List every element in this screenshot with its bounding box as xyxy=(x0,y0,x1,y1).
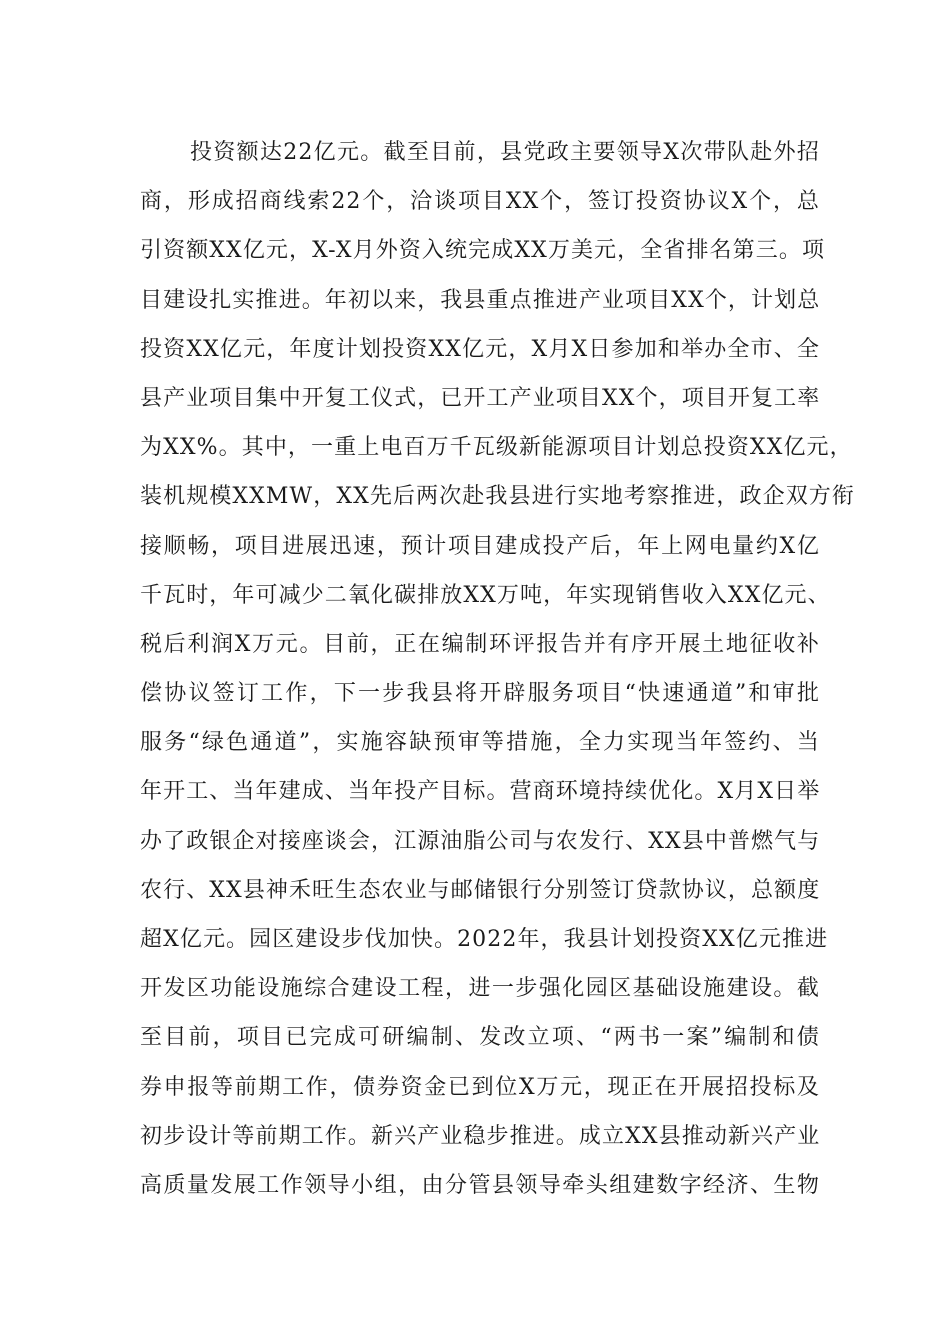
text-line: 办了政银企对接座谈会，江源油脂公司与农发行、XX县中普燃气与 xyxy=(140,828,821,854)
text-line: 初步设计等前期工作。新兴产业稳步推进。成立XX县推动新兴产业 xyxy=(140,1123,821,1149)
text-line: 装机规模XXMW，XX先后两次赴我县进行实地考察推进，政企双方衔 xyxy=(140,484,855,510)
text-line: 为XX%。其中，一重上电百万千瓦级新能源项目计划总投资XX亿元， xyxy=(140,435,853,461)
text-line: 投资XX亿元，年度计划投资XX亿元，X月X日参加和举办全市、全 xyxy=(140,336,820,362)
text-line: 接顺畅，项目进展迅速，预计项目建成投产后，年上网电量约X亿 xyxy=(140,533,820,559)
text-line: 投资额达22亿元。截至目前，县党政主要领导X次带队赴外招 xyxy=(190,140,820,165)
text-line: 农行、XX县神禾旺生态农业与邮储银行分别签订贷款协议，总额度 xyxy=(140,877,821,903)
text-line: 千瓦时，年可减少二氧化碳排放XX万吨，年实现销售收入XX亿元、 xyxy=(140,582,831,608)
text-line: 目建设扎实推进。年初以来，我县重点推进产业项目XX个，计划总 xyxy=(140,287,821,313)
text-line: 开发区功能设施综合建设工程，进一步强化园区基础设施建设。截 xyxy=(140,976,820,1002)
text-line: 服务“绿色通道”，实施容缺预审等措施，全力实现当年签约、当 xyxy=(140,730,820,756)
text-line: 高质量发展工作领导小组，由分管县领导牵头组建数字经济、生物 xyxy=(140,1172,820,1198)
text-line: 引资额XX亿元，X-X月外资入统完成XX万美元，全省排名第三。项 xyxy=(140,238,826,264)
text-line: 偿协议签订工作，下一步我县将开辟服务项目“快速通道”和审批 xyxy=(140,681,820,707)
text-line: 至目前，项目已完成可研编制、发改立项、“两书一案”编制和债 xyxy=(140,1025,820,1051)
text-line: 县产业项目集中开复工仪式，已开工产业项目XX个，项目开复工率 xyxy=(140,385,821,411)
body-paragraph xyxy=(140,128,855,1210)
text-line: 商，形成招商线索22个，洽谈项目XX个，签订投资协议X个，总 xyxy=(140,189,820,215)
text-line: 年开工、当年建成、当年投产目标。营商环境持续优化。X月X日举 xyxy=(140,779,821,805)
text-line: 税后利润X万元。目前，正在编制环评报告并有序开展土地征收补 xyxy=(140,631,820,657)
text-line: 超X亿元。园区建设步伐加快。2022年，我县计划投资XX亿元推进 xyxy=(140,927,829,952)
text-line: 券申报等前期工作，债券资金已到位X万元，现正在开展招投标及 xyxy=(140,1074,820,1100)
